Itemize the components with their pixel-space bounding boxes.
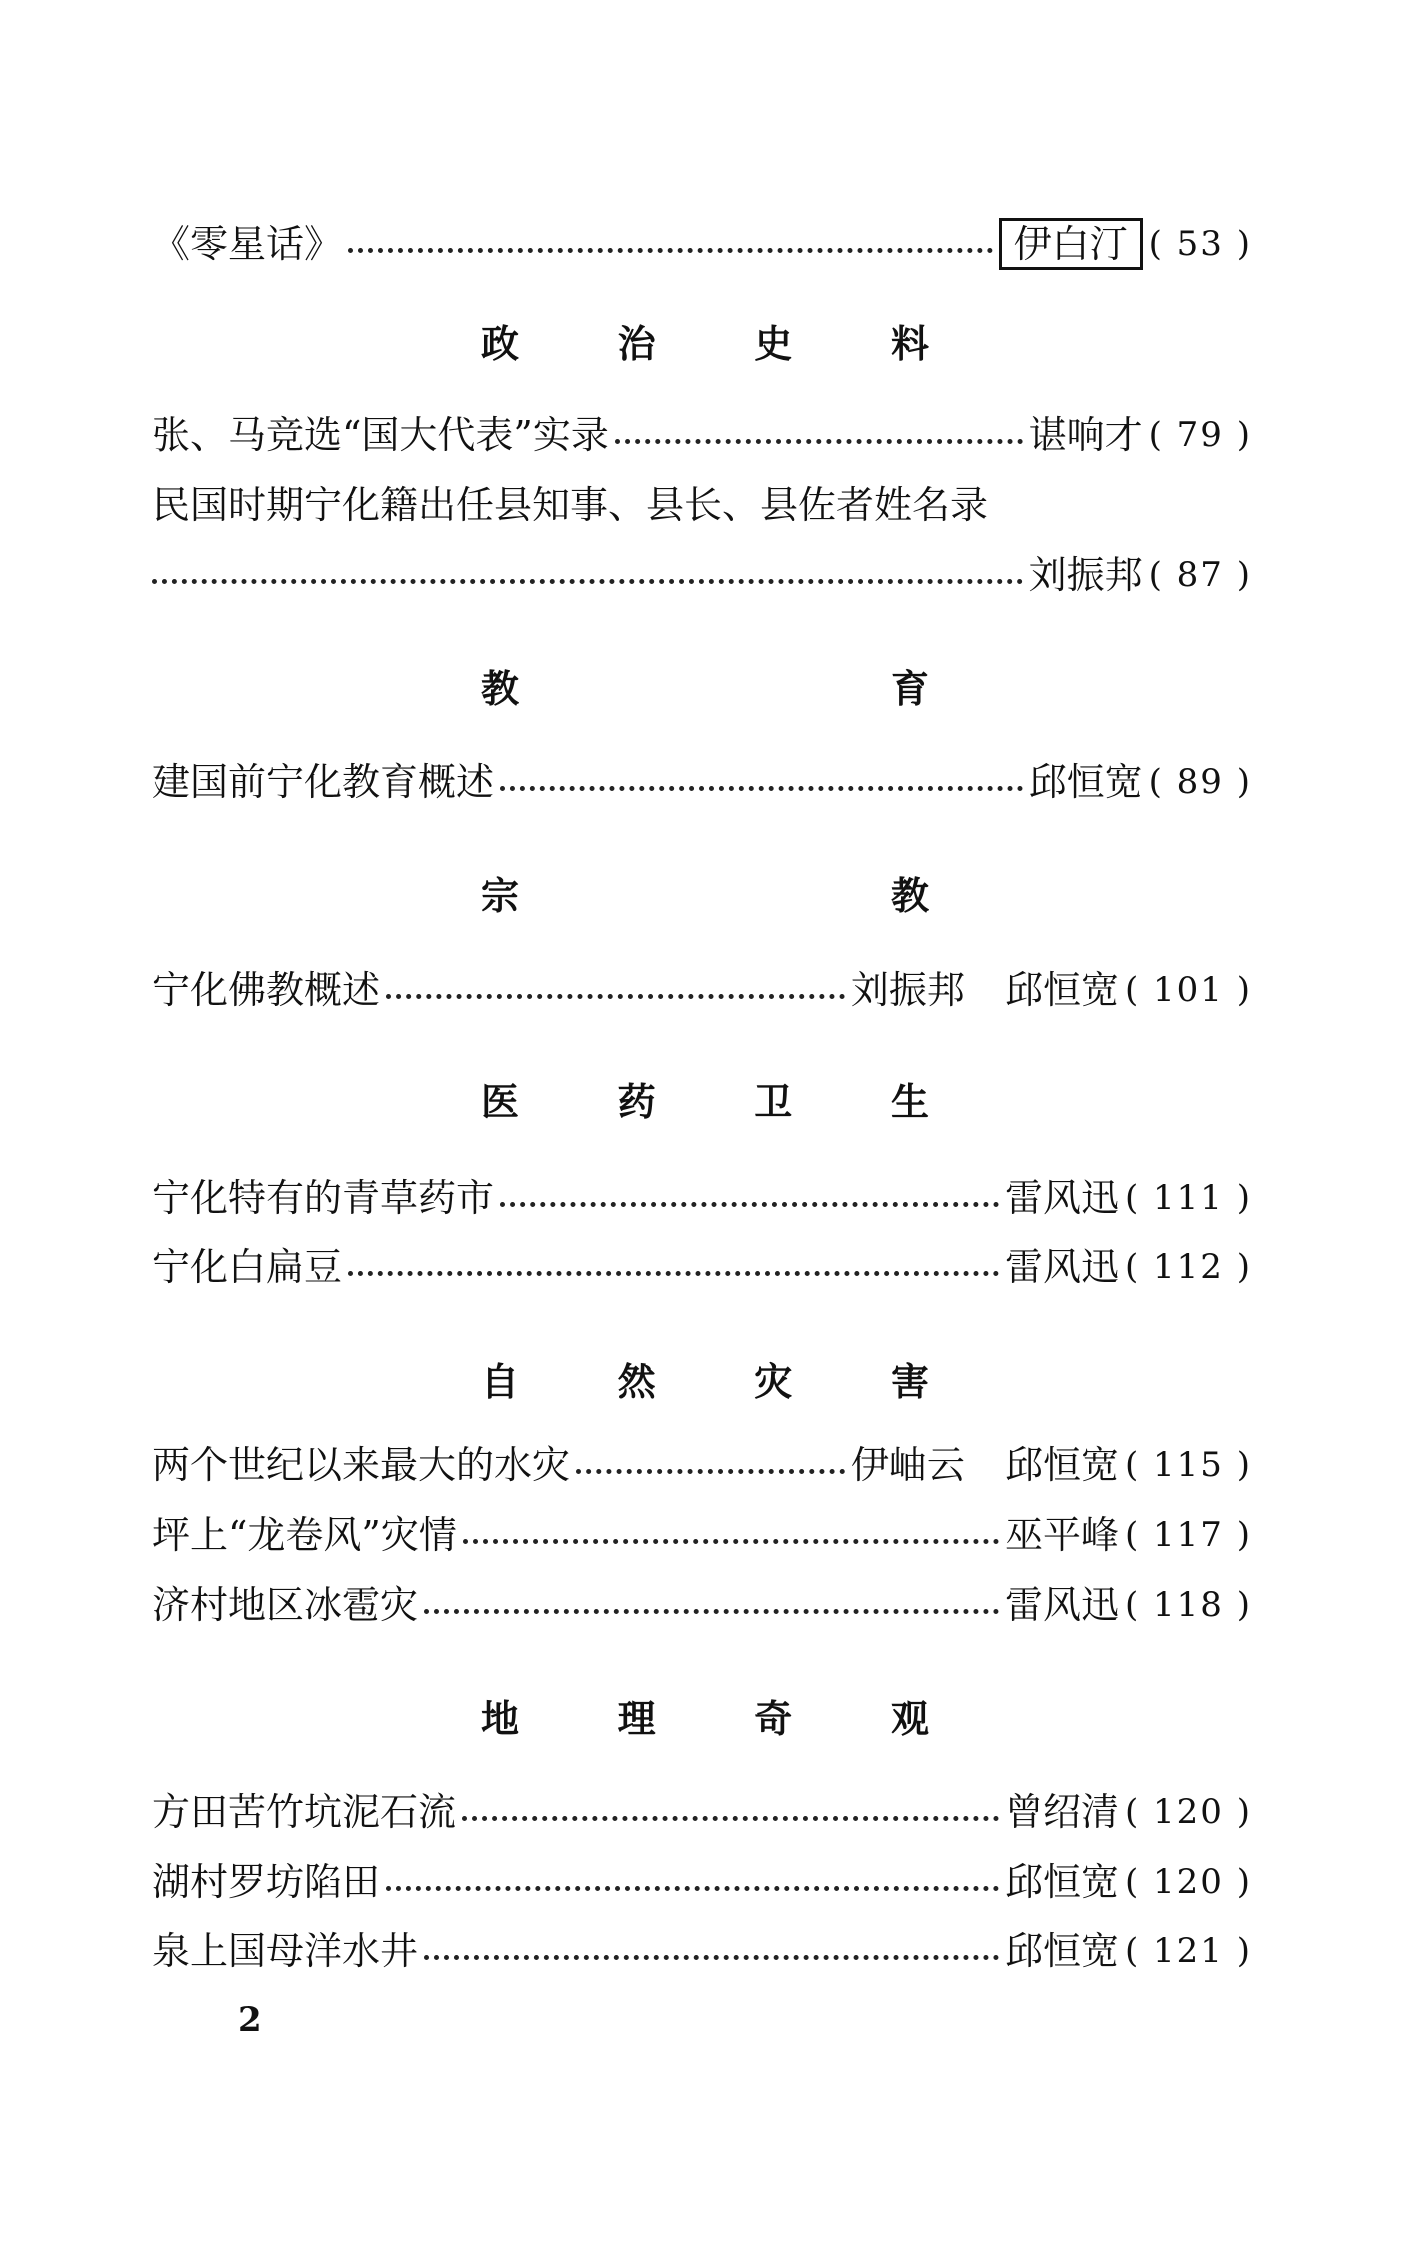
toc-entry bbox=[152, 1921, 1252, 1981]
section-heading-disaster bbox=[470, 1348, 940, 1408]
entry-author: 谌响才 bbox=[1028, 413, 1143, 457]
leader-dots bbox=[386, 1886, 999, 1891]
entry-title: 济村地区冰雹灾 bbox=[152, 1583, 419, 1627]
heading-char: 教 bbox=[480, 666, 519, 711]
entry-title: 方田苦竹坑泥石流 bbox=[152, 1790, 457, 1834]
entry-author: 邱恒宽 bbox=[1028, 760, 1143, 804]
leader-dots bbox=[500, 786, 1023, 791]
entry-page: ( 121 ) bbox=[1124, 1931, 1252, 1971]
leader-dots bbox=[152, 579, 1023, 584]
leader-dots bbox=[386, 994, 845, 999]
entry-page: ( 115 ) bbox=[1124, 1445, 1252, 1485]
entry-page: ( 120 ) bbox=[1124, 1862, 1252, 1902]
entry-page: ( 118 ) bbox=[1124, 1585, 1252, 1625]
toc-entry-continuation bbox=[152, 545, 1252, 605]
leader-dots bbox=[424, 1955, 999, 1960]
heading-char: 医 bbox=[480, 1079, 519, 1124]
entry-title: 建国前宁化教育概述 bbox=[152, 760, 495, 804]
heading-char: 料 bbox=[890, 321, 929, 366]
entry-page: ( 53 ) bbox=[1148, 224, 1252, 264]
toc-entry-title-line bbox=[152, 475, 1252, 535]
entry-page: ( 111 ) bbox=[1124, 1178, 1252, 1218]
entry-title: 宁化白扁豆 bbox=[152, 1245, 343, 1289]
entry-page: ( 112 ) bbox=[1124, 1247, 1252, 1287]
entry-coauthor: 伊岫云 bbox=[850, 1443, 965, 1487]
section-heading-medicine bbox=[470, 1068, 940, 1128]
section-heading-education bbox=[470, 655, 940, 715]
entry-author: 邱恒宽 bbox=[1004, 968, 1119, 1012]
toc-entry bbox=[152, 960, 1252, 1020]
heading-char: 奇 bbox=[754, 1696, 793, 1741]
heading-char: 治 bbox=[617, 321, 656, 366]
heading-char: 害 bbox=[890, 1359, 929, 1404]
entry-title: 张、马竞选“国大代表”实录 bbox=[152, 413, 609, 457]
entry-title: 两个世纪以来最大的水灾 bbox=[152, 1443, 571, 1487]
entry-title: 民国时期宁化籍出任县知事、县长、县佐者姓名录 bbox=[152, 483, 989, 527]
entry-author: 邱恒宽 bbox=[1004, 1860, 1119, 1904]
entry-page: ( 87 ) bbox=[1148, 555, 1252, 595]
leader-dots bbox=[576, 1469, 845, 1474]
section-heading-geography bbox=[470, 1685, 940, 1745]
heading-char: 药 bbox=[617, 1079, 656, 1124]
leader-dots bbox=[424, 1609, 999, 1614]
toc-entry bbox=[152, 1782, 1252, 1842]
heading-char: 观 bbox=[890, 1696, 929, 1741]
leader-dots bbox=[463, 1539, 999, 1544]
entry-author: 邱恒宽 bbox=[1004, 1443, 1119, 1487]
heading-char: 自 bbox=[480, 1359, 519, 1404]
entry-author: 雷风迅 bbox=[1004, 1583, 1119, 1627]
entry-author: 伊白汀 bbox=[999, 218, 1143, 270]
entry-coauthor: 刘振邦 bbox=[850, 968, 965, 1012]
entry-author: 曾绍清 bbox=[1004, 1790, 1119, 1834]
entry-title: 泉上国母洋水井 bbox=[152, 1929, 419, 1973]
toc-entry bbox=[152, 405, 1252, 465]
toc-entry bbox=[152, 1168, 1252, 1228]
heading-char: 然 bbox=[617, 1359, 656, 1404]
entry-title: 宁化佛教概述 bbox=[152, 968, 381, 1012]
heading-char: 育 bbox=[890, 666, 929, 711]
entry-page: ( 79 ) bbox=[1148, 415, 1252, 455]
entry-author: 雷风迅 bbox=[1004, 1245, 1119, 1289]
entry-author: 邱恒宽 bbox=[1004, 1929, 1119, 1973]
toc-entry bbox=[152, 214, 1252, 274]
leader-dots bbox=[615, 439, 1023, 444]
heading-char: 史 bbox=[754, 321, 793, 366]
heading-char: 灾 bbox=[754, 1359, 793, 1404]
section-heading-religion bbox=[470, 862, 940, 922]
heading-char: 卫 bbox=[754, 1079, 793, 1124]
toc-entry bbox=[152, 1435, 1252, 1495]
leader-dots bbox=[500, 1202, 999, 1207]
entry-author: 巫平峰 bbox=[1004, 1513, 1119, 1557]
toc-entry bbox=[152, 1505, 1252, 1565]
heading-char: 教 bbox=[890, 873, 929, 918]
section-heading-politics bbox=[470, 310, 940, 370]
entry-author: 雷风迅 bbox=[1004, 1176, 1119, 1220]
toc-entry bbox=[152, 1852, 1252, 1912]
entry-author: 刘振邦 bbox=[1028, 553, 1143, 597]
toc-entry bbox=[152, 752, 1252, 812]
heading-char: 宗 bbox=[480, 873, 519, 918]
entry-title: 宁化特有的青草药市 bbox=[152, 1176, 495, 1220]
entry-title: 《零星话》 bbox=[152, 222, 343, 266]
entry-page: ( 117 ) bbox=[1124, 1515, 1252, 1555]
leader-dots bbox=[462, 1816, 999, 1821]
leader-dots bbox=[348, 248, 993, 253]
page-number: 2 bbox=[238, 2000, 262, 2040]
entry-page: ( 101 ) bbox=[1124, 970, 1252, 1010]
entry-title: 湖村罗坊陷田 bbox=[152, 1860, 381, 1904]
heading-char: 生 bbox=[890, 1079, 929, 1124]
toc-entry bbox=[152, 1575, 1252, 1635]
heading-char: 理 bbox=[617, 1696, 656, 1741]
entry-page: ( 120 ) bbox=[1124, 1792, 1252, 1832]
heading-char: 地 bbox=[480, 1696, 519, 1741]
toc-entry bbox=[152, 1237, 1252, 1297]
heading-char: 政 bbox=[480, 321, 519, 366]
entry-title: 坪上“龙卷风”灾情 bbox=[152, 1513, 457, 1557]
leader-dots bbox=[348, 1271, 999, 1276]
entry-page: ( 89 ) bbox=[1148, 762, 1252, 802]
